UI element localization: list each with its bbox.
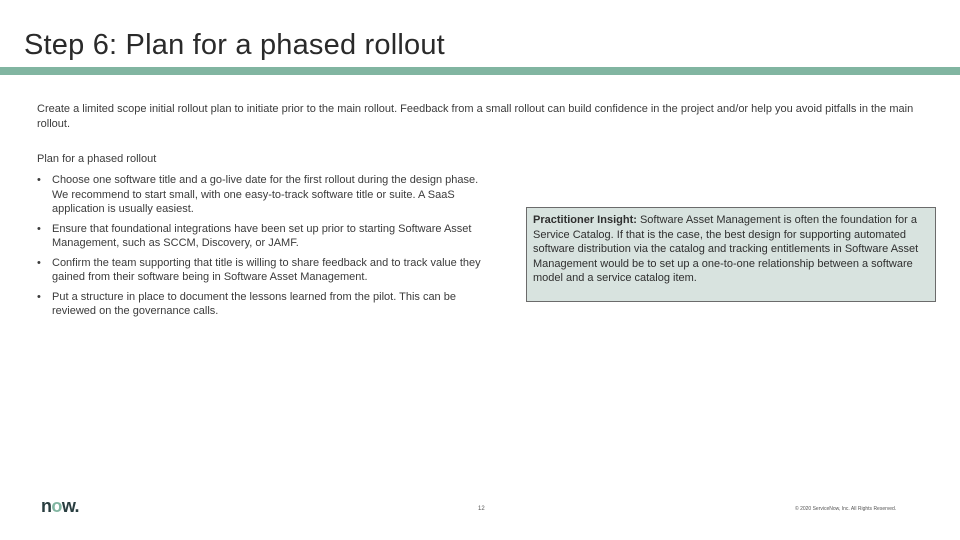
logo-letter-o: o [51, 497, 62, 515]
logo-letter-w: w [61, 497, 75, 515]
insight-text: Software Asset Management is often the foundation for a Service Catalog. If that is the case, the best design for supporting automated software distribution via the catalog and tracking entitlements in Software Asset Management would be to set up a one-to-one relationship between a software model and a service catalog item. [533, 214, 919, 284]
bullet-item [37, 256, 482, 285]
servicenow-logo [41, 497, 91, 515]
bullet-text: Ensure that foundational integrations have been set up prior to starting Software Asset Management, such as SCCM, Discovery, or JAMF. [52, 222, 472, 249]
plan-bullet-list [37, 173, 482, 324]
bullet-item [37, 290, 482, 319]
bullet-item [37, 173, 482, 217]
bullet-item [37, 222, 482, 251]
bullet-mark: • [37, 222, 41, 235]
logo-dot: . [74, 497, 79, 515]
bullet-mark: • [37, 174, 41, 186]
insight-label: Practitioner Insight: [533, 214, 637, 226]
copyright-notice: © 2020 ServiceNow, Inc. All Rights Reserved. [795, 506, 897, 512]
page-title: Step 6: Plan for a phased rollout [24, 29, 445, 61]
logo-text [41, 497, 79, 515]
bullet-text: Put a structure in place to document the lessons learned from the pilot. This can be reviewed on the governance calls. [52, 290, 456, 317]
practitioner-insight-box [526, 207, 936, 302]
plan-heading: Plan for a phased rollout [37, 153, 157, 165]
bullet-text: Choose one software title and a go-live date for the first rollout during the design phase. We recommend to start small, with one easy-to-track software title or suite. A SaaS application is usually easiest. [52, 174, 479, 215]
page-number: 12 [478, 506, 485, 512]
intro-paragraph: Create a limited scope initial rollout plan to initiate prior to the main rollout. Feedback from a small rollout can build confidence in the project and/or help you avoid pitfalls in the main rollout. [37, 103, 914, 130]
title-accent-bar [0, 67, 960, 75]
bullet-mark: • [37, 290, 41, 303]
bullet-mark: • [37, 256, 41, 269]
logo-letter-n: n [41, 497, 52, 515]
bullet-text: Confirm the team supporting that title is willing to share feedback and to track value they gained from their software being in Software Asset Management. [52, 256, 481, 283]
